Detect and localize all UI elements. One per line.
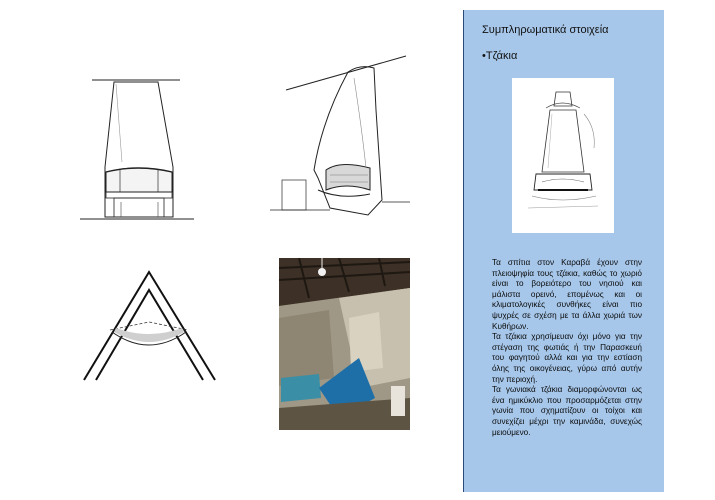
paragraph-2: Τα τζάκια χρησίμευαν όχι μόνο για την στέγαση της φωτιάς ή την Παρασκευή του φαγητού αλλά και για την εστίαση όλης της οικογένειας, γύρω από αυτήν την περιοχή. — [492, 332, 642, 384]
panel-body-text — [492, 258, 642, 438]
panel-subtitle: •Τζάκια — [482, 50, 518, 62]
paragraph-3: Τα γωνιακά τζάκια διαμορφώνονται ως ένα ημικύκλιο που προσαρμόζεται στην γωνία που σχηματίζουν οι τοίχοι και συνεχίζει μέχρι την καμινάδα, συνεχώς μειούμενο. — [492, 385, 642, 437]
info-panel — [463, 10, 664, 492]
fireplace-perspective-sketch — [270, 50, 410, 225]
corner-fireplace-plan-sketch — [82, 268, 217, 384]
fireplace-front-elevation-sketch — [76, 72, 198, 224]
paragraph-1: Τα σπίτια στον Καραβά έχουν στην πλειοψηφία τους τζάκια, καθώς το χωριό είναι το βορειότερο του νησιού και μάλιστα ορεινό, επομένως και οι κλιματολογικές συνθήκες είναι πιο ψυχρές σε σχέση με τα άλλα χωριά των Κυθήρων. — [492, 258, 642, 331]
chimney-sketch-image — [512, 78, 614, 233]
fireplace-ruin-photo — [279, 258, 410, 430]
panel-title: Συμπληρωματικά στοιχεία — [482, 24, 609, 36]
